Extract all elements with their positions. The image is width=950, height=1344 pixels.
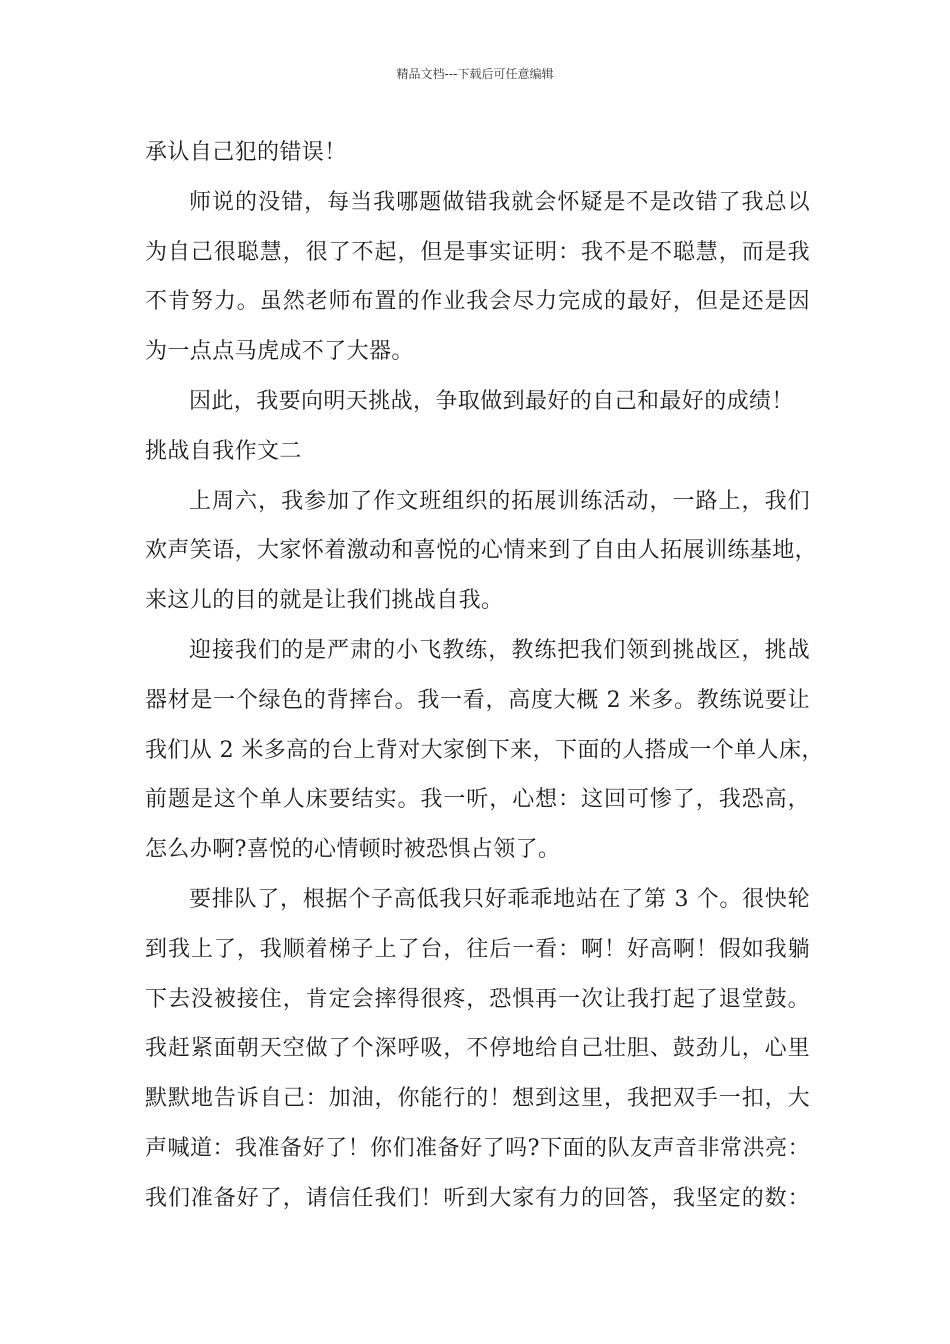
text-line: 承认自己犯的错误！ bbox=[145, 140, 347, 165]
text-line: 来这儿的目的就是让我们挑战自我。 bbox=[145, 588, 504, 614]
text-line: 欢声笑语，大家怀着激动和喜悦的心情来到了自由人拓展训练基地， bbox=[145, 538, 818, 564]
text-line: 不肯努力。虽然老师布置的作业我会尽力完成的最好，但是还是因 bbox=[145, 289, 810, 315]
text-line: 我们准备好了，请信任我们！听到大家有力的回答，我坚定的数： bbox=[145, 1185, 810, 1211]
text-line: 我们从 2 米多高的台上背对大家倒下来，下面的人搭成一个单人床， bbox=[145, 737, 824, 763]
text-line: 到我上了，我顺着梯子上了台，往后一看：啊！好高啊！假如我躺 bbox=[145, 936, 810, 962]
text-line: 默默地告诉自己：加油，你能行的！想到这里，我把双手一扣，大 bbox=[145, 1086, 810, 1112]
text-line: 前题是这个单人床要结实。我一听，心想：这回可惨了，我恐高， bbox=[145, 787, 810, 813]
page-header: 精品文档---下载后可任意编辑 bbox=[396, 67, 554, 81]
text-line: 器材是一个绿色的背摔台。我一看，高度大概 2 米多。教练说要让 bbox=[145, 687, 810, 713]
text-line: 迎接我们的是严肃的小飞教练，教练把我们领到挑战区，挑战 bbox=[189, 637, 810, 663]
text-line: 为一点点马虎成不了大器。 bbox=[145, 339, 414, 365]
text-line: 上周六，我参加了作文班组织的拓展训练活动，一路上，我们 bbox=[189, 488, 810, 514]
section-heading: 挑战自我作文二 bbox=[145, 438, 302, 464]
document-body bbox=[145, 128, 824, 1224]
text-line: 声喊道：我准备好了！你们准备好了吗?下面的队友声音非常洪亮： bbox=[145, 1135, 810, 1161]
text-line: 要排队了，根据个子高低我只好乖乖地站在了第 3 个。很快轮 bbox=[189, 886, 810, 912]
text-line: 为自己很聪慧，很了不起，但是事实证明：我不是不聪慧，而是我 bbox=[145, 239, 810, 265]
text-line: 师说的没错，每当我哪题做错我就会怀疑是不是改错了我总以 bbox=[189, 189, 810, 215]
text-line: 下去没被接住，肯定会摔得很疼，恐惧再一次让我打起了退堂鼓。 bbox=[145, 986, 810, 1012]
text-line: 因此，我要向明天挑战，争取做到最好的自己和最好的成绩！ bbox=[189, 388, 794, 414]
text-line: 我赶紧面朝天空做了个深呼吸，不停地给自己壮胆、鼓劲儿，心里 bbox=[145, 1036, 810, 1062]
text-line: 怎么办啊?喜悦的心情顿时被恐惧占领了。 bbox=[145, 837, 561, 863]
